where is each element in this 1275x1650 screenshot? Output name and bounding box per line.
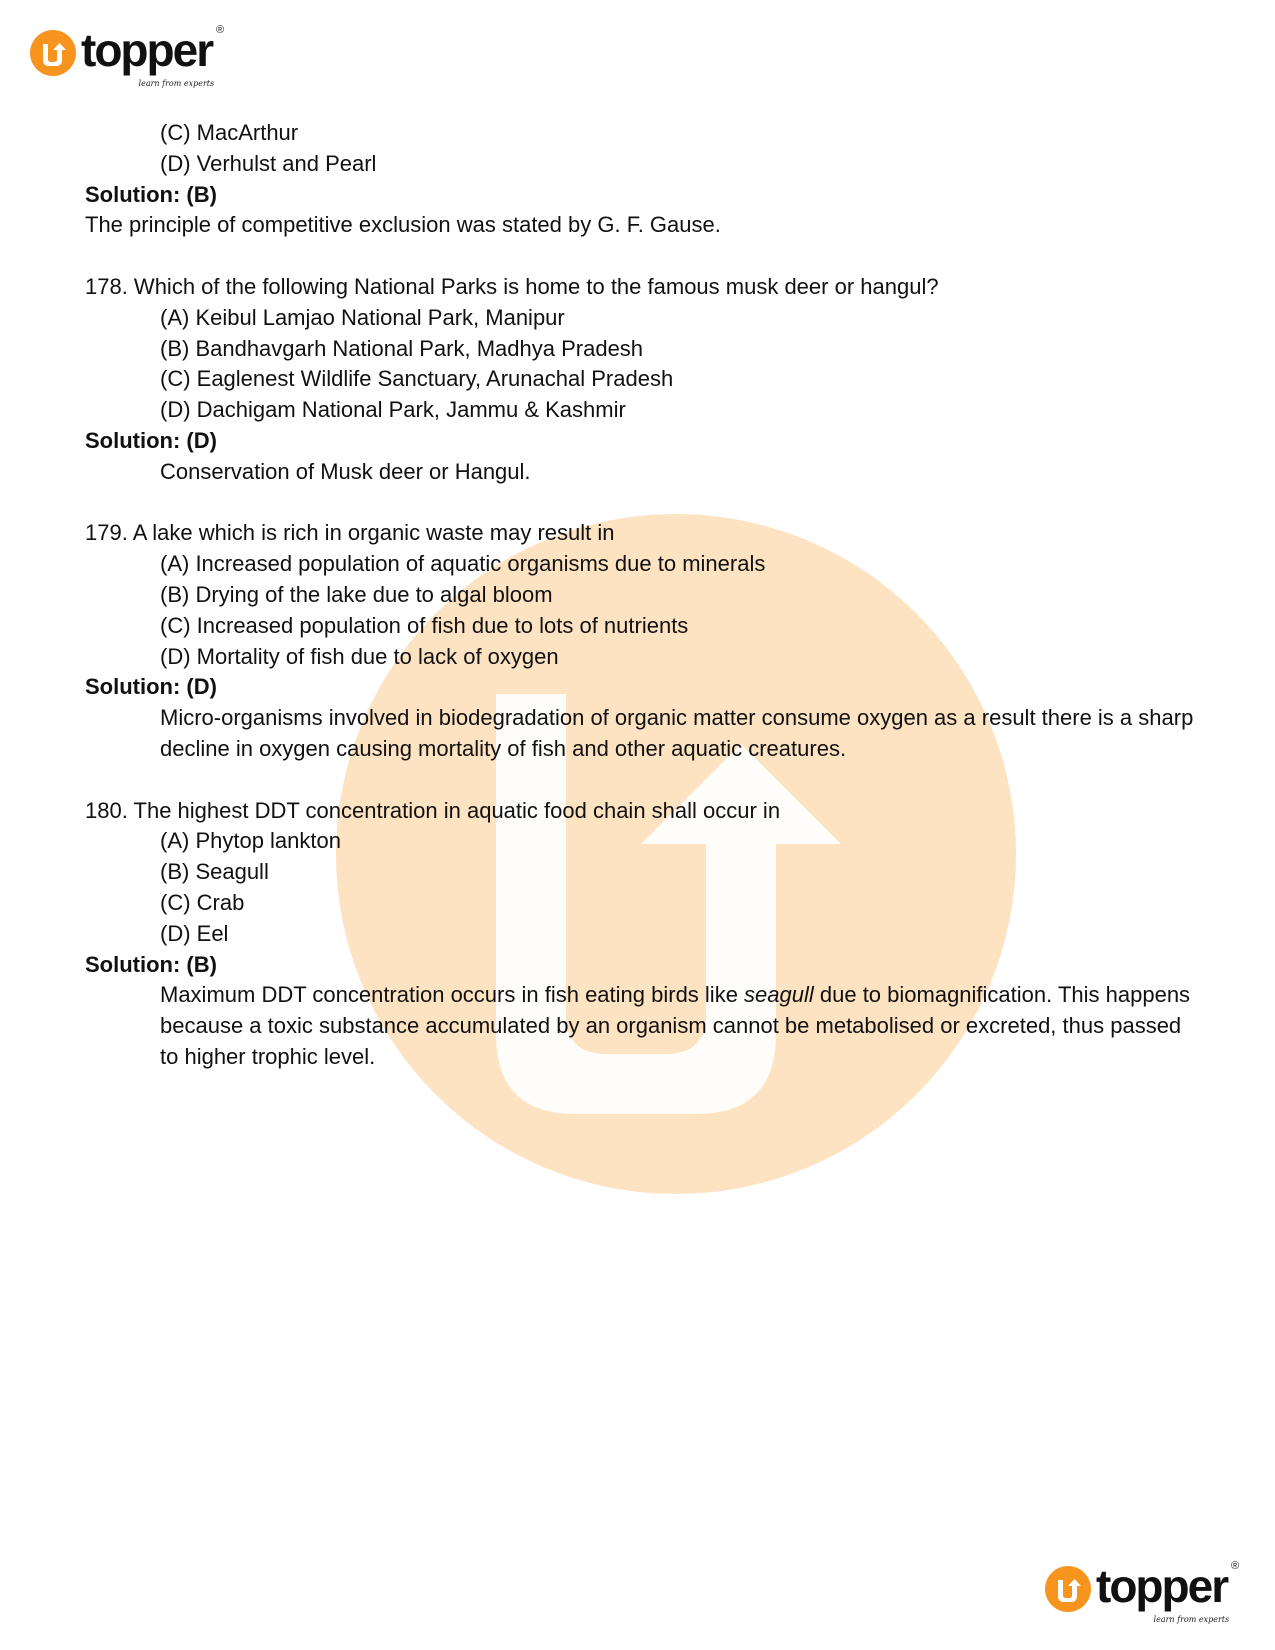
question-text: 178. Which of the following National Parks is home to the famous musk deer or hangul?	[85, 273, 939, 299]
explanation-emphasis: seagull	[744, 982, 814, 1008]
option: (D) Mortality of fish due to lack of oxygen	[160, 643, 559, 669]
solution-explanation: The principle of competitive exclusion was stated by G. F. Gause.	[85, 212, 721, 238]
brand-logo-top	[30, 24, 225, 88]
document-body	[85, 118, 1195, 1073]
option: (C) Increased population of fish due to lots of nutrients	[160, 612, 689, 638]
option: (B) Bandhavgarh National Park, Madhya Pradesh	[160, 335, 644, 361]
option: (C) Crab	[160, 889, 245, 915]
logo-badge-icon	[1045, 1566, 1091, 1612]
solution-label: Solution: (B)	[85, 951, 217, 977]
solution-explanation: Micro-organisms involved in biodegradation of organic matter consume oxygen as a result there is a sharp decline in oxygen causing mortality of fish and other aquatic creatures.	[160, 705, 1194, 761]
solution-explanation	[85, 980, 1195, 1072]
registered-mark: ®	[216, 24, 225, 36]
option: (A) Phytop lankton	[160, 828, 341, 854]
option: (A) Keibul Lamjao National Park, Manipur	[160, 304, 565, 330]
option: (D) Verhulst and Pearl	[160, 150, 377, 176]
logo-wordmark: topper	[1096, 1560, 1228, 1612]
explanation-part: due to biomagnification. This happens because a toxic substance accumulated by an organism cannot be metabolised or excreted, thus passed to higher trophic level.	[160, 982, 1191, 1069]
question-text: 179. A lake which is rich in organic waste may result in	[85, 520, 615, 546]
solution-label: Solution: (B)	[85, 181, 217, 207]
logo-wordmark: topper	[81, 24, 213, 76]
explanation-part: Maximum DDT concentration occurs in fish eating birds like	[160, 982, 745, 1008]
option: (C) Eaglenest Wildlife Sanctuary, Arunachal Pradesh	[160, 366, 674, 392]
solution-explanation: Conservation of Musk deer or Hangul.	[160, 458, 531, 484]
logo-tagline: learn from experts	[138, 79, 215, 88]
option: (D) Dachigam National Park, Jammu & Kashmir	[160, 397, 626, 423]
option: (C) MacArthur	[160, 120, 299, 145]
logo-badge-icon	[30, 30, 76, 76]
question-text: 180. The highest DDT concentration in aquatic food chain shall occur in	[85, 797, 781, 823]
solution-label: Solution: (D)	[85, 674, 217, 700]
solution-label: Solution: (D)	[85, 427, 217, 453]
brand-logo-bottom	[1045, 1560, 1240, 1624]
option: (B) Drying of the lake due to algal bloom	[160, 581, 553, 607]
option: (A) Increased population of aquatic organisms due to minerals	[160, 551, 766, 577]
registered-mark: ®	[1231, 1560, 1240, 1572]
option: (D) Eel	[160, 920, 229, 946]
logo-tagline: learn from experts	[1153, 1615, 1230, 1624]
option: (B) Seagull	[160, 859, 269, 885]
